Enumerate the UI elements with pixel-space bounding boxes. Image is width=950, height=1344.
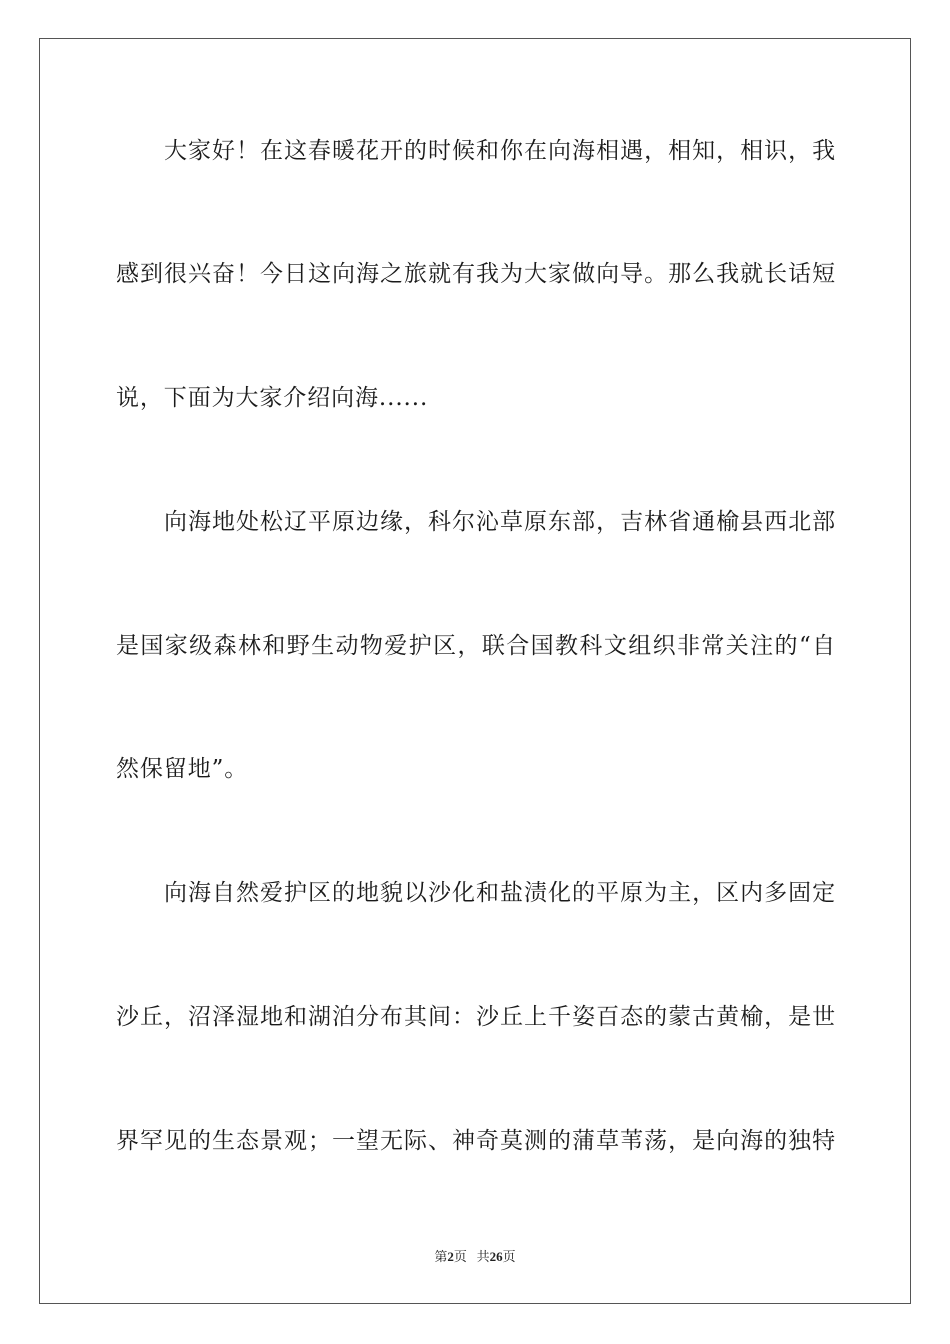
paragraph-1-line-2: 感到很兴奋！今日这向海之旅就有我为大家做向导。那么我就长话短 xyxy=(116,261,836,287)
paragraph-2-line-2: 是国家级森林和野生动物爱护区，联合国教科文组织非常关注的“自 xyxy=(116,633,836,659)
footer-page-suffix: 页 xyxy=(453,1249,467,1264)
paragraph-2-line-3: 然保留地”。 xyxy=(116,756,249,782)
paragraph-3-line-1: 向海自然爱护区的地貌以沙化和盐渍化的平原为主，区内多固定 xyxy=(164,880,836,906)
paragraph-1-line-1: 大家好！在这春暖花开的时候和你在向海相遇，相知，相识，我 xyxy=(164,138,836,164)
footer-total-prefix: 共 xyxy=(476,1249,490,1264)
footer-total-suffix: 页 xyxy=(502,1249,516,1264)
paragraph-2-line-1: 向海地处松辽平原边缘，科尔沁草原东部，吉林省通榆县西北部 xyxy=(164,509,836,535)
paragraph-1-line-3: 说，下面为大家介绍向海...... xyxy=(116,385,429,411)
footer-page-prefix: 第 xyxy=(434,1249,448,1264)
paragraph-3-line-2: 沙丘，沼泽湿地和湖泊分布其间：沙丘上千姿百态的蒙古黄榆，是世 xyxy=(116,1004,836,1030)
footer-page-number: 2 xyxy=(447,1249,454,1264)
page-footer xyxy=(0,1248,950,1266)
paragraph-3-line-3: 界罕见的生态景观；一望无际、神奇莫测的蒲草苇荡，是向海的独特 xyxy=(116,1128,836,1154)
footer-total-pages: 26 xyxy=(489,1249,503,1264)
page-border xyxy=(39,38,911,1304)
